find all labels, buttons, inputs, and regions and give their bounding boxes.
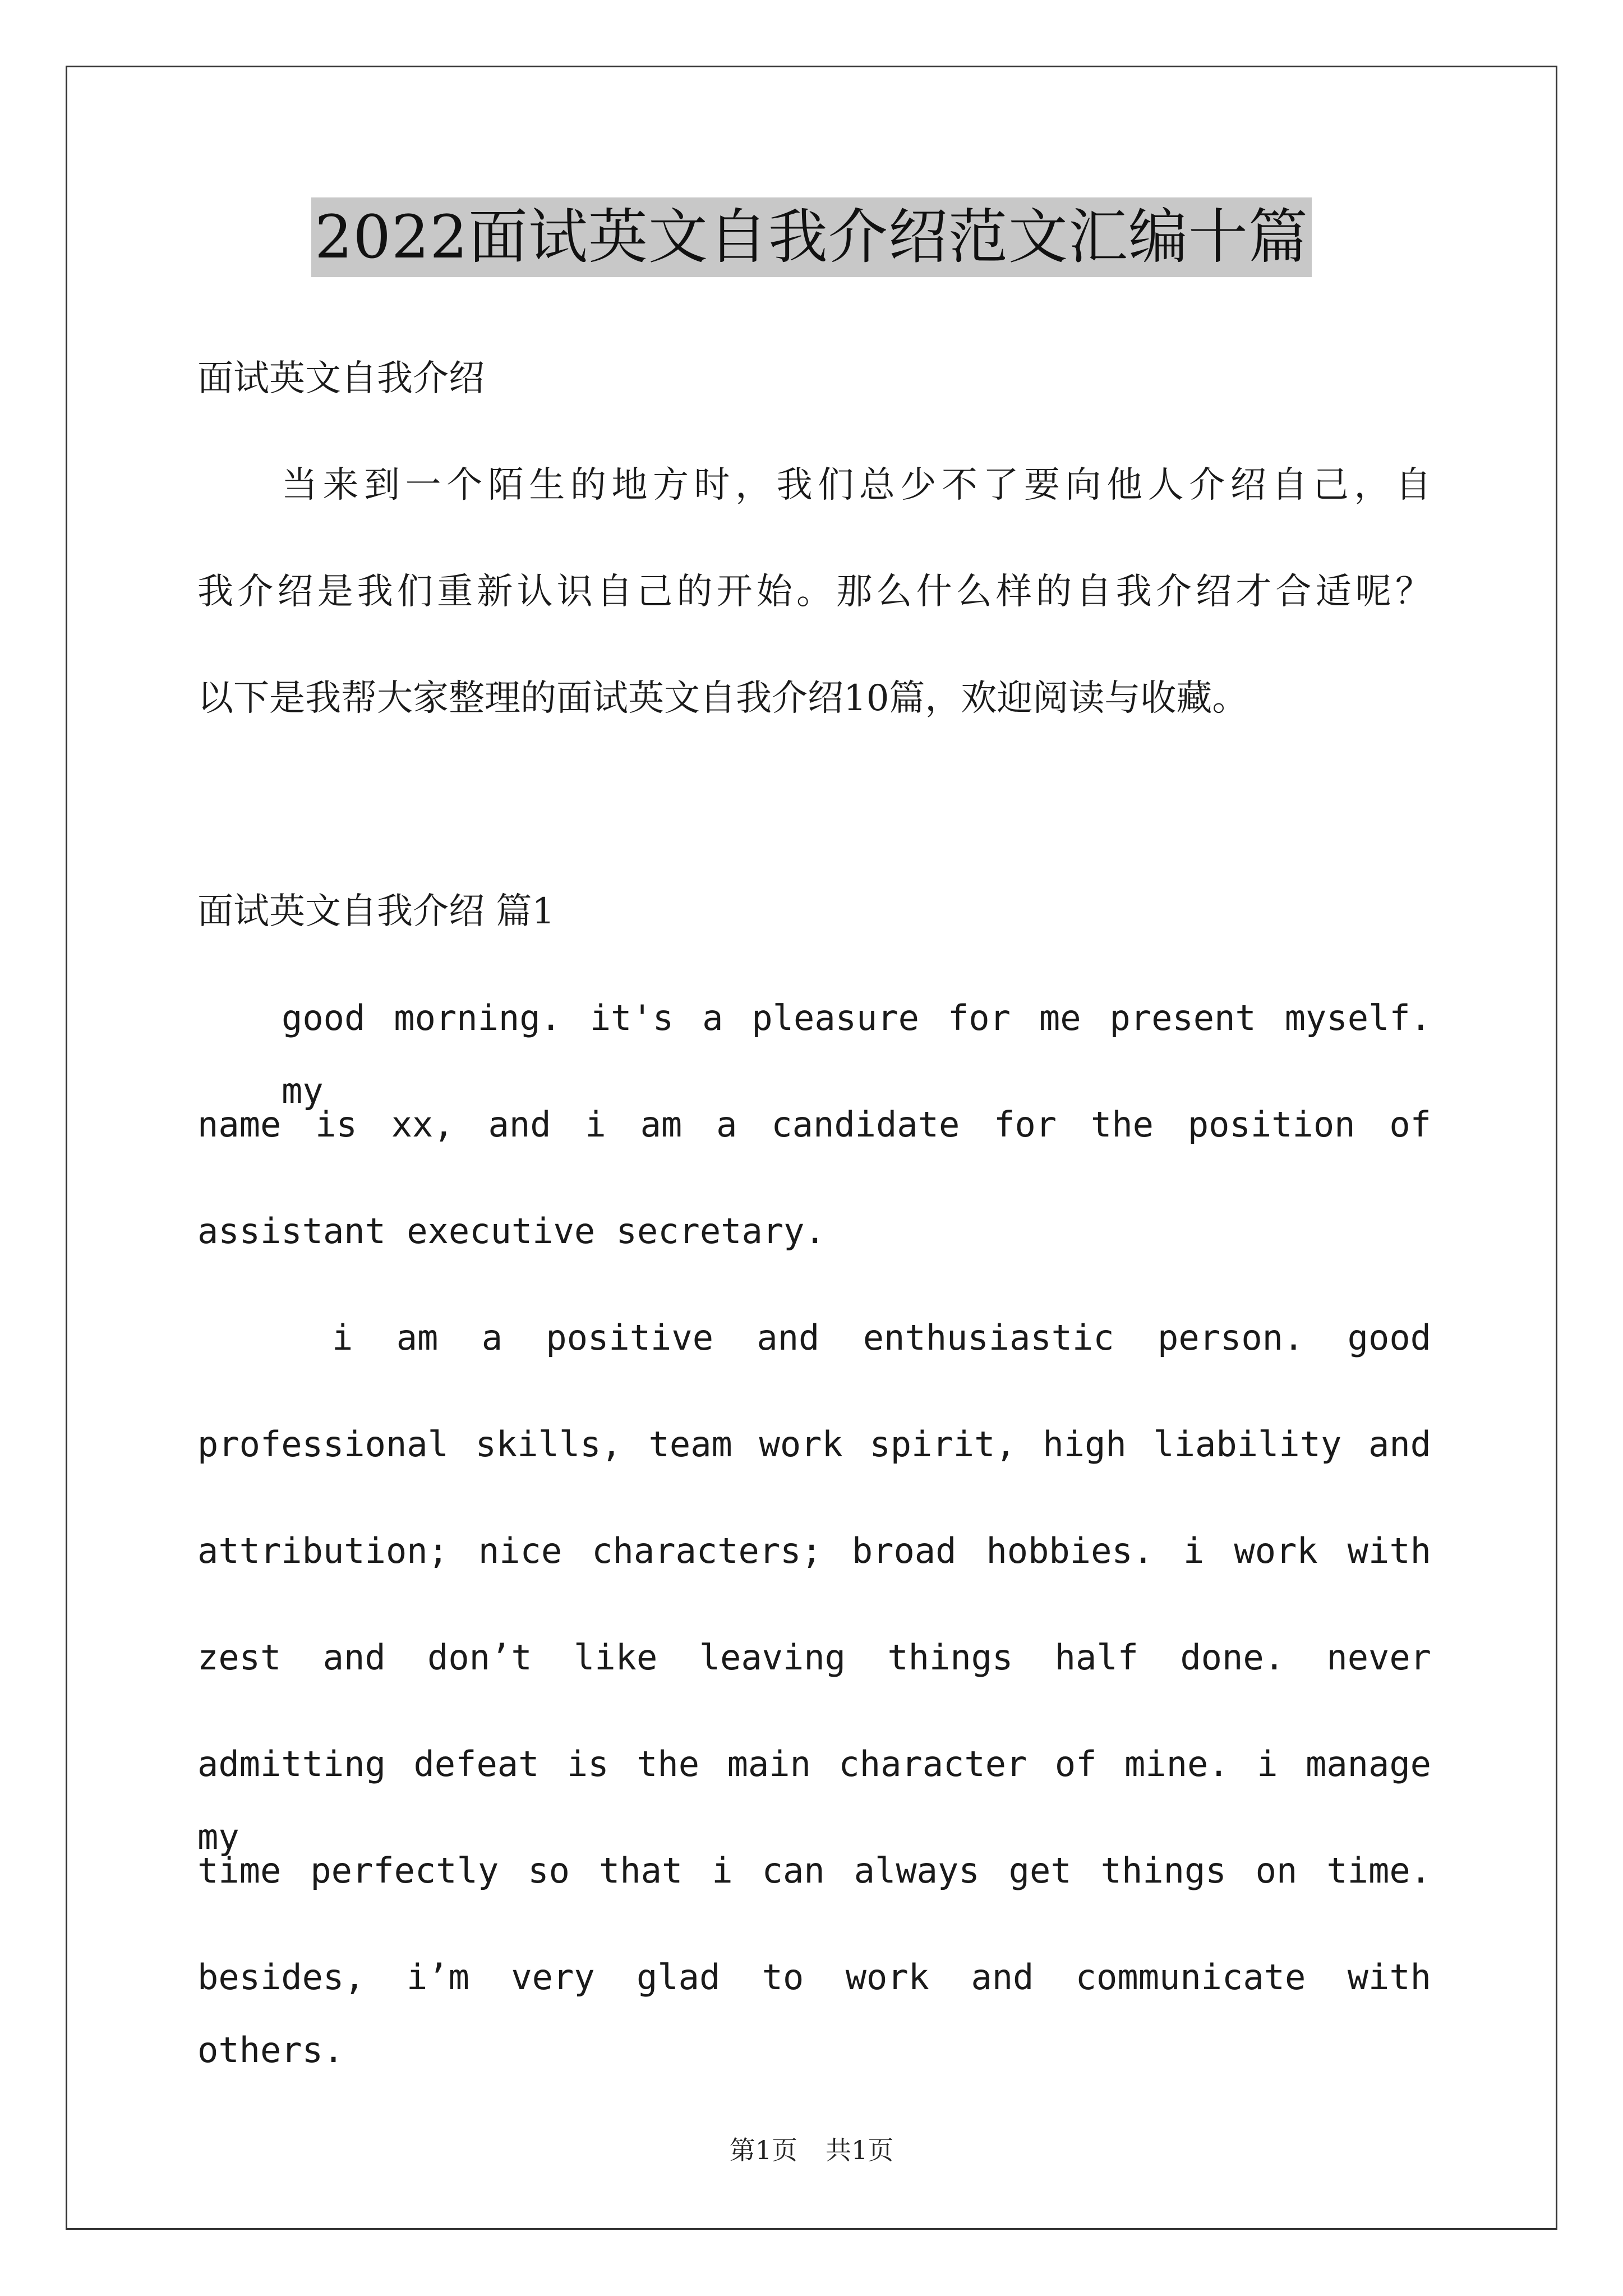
body-line: professional skills, team work spirit, high liability and (197, 1424, 1431, 1465)
intro-line: 当来到一个陌生的地方时，我们总少不了要向他人介绍自己，自 (282, 464, 1431, 506)
body-line: assistant executive secretary. (197, 1211, 826, 1251)
paragraph-gap (197, 769, 1431, 875)
body-line: zest and don’t like leaving things half done. never (197, 1637, 1431, 1678)
page-number: 第1页 (729, 2135, 797, 2165)
intro-line: 我介绍是我们重新认识自己的开始。那么什么样的自我介绍才合适呢？ (197, 571, 1431, 613)
body-line: besides, i’m very glad to work and communicate with others. (197, 1957, 1431, 2070)
body-line: i am a positive and enthusiastic person. good (332, 1317, 1431, 1358)
document-title: 2022面试英文自我介绍范文汇编十篇 (311, 197, 1312, 277)
section-heading: 面试英文自我介绍 (197, 358, 485, 399)
intro-line: 以下是我帮大家整理的面试英文自我介绍10篇，欢迎阅读与收藏。 (197, 678, 1248, 719)
body-line: attribution; nice characters; broad hobbies. i work with (197, 1530, 1431, 1571)
section-heading: 面试英文自我介绍 篇1 (197, 891, 555, 932)
document-body (197, 342, 1431, 2070)
body-line: time perfectly so that i can always get things on time. (197, 1850, 1431, 1891)
title-container (0, 197, 1623, 277)
body-line: good morning. it's a pleasure for me present myself. my (282, 997, 1431, 1111)
page-footer (0, 2130, 1623, 2167)
page-total: 共1页 (826, 2135, 894, 2165)
body-line: admitting defeat is the main character of mine. i manage my (197, 1743, 1431, 1857)
body-line: name is xx, and i am a candidate for the position of (197, 1104, 1431, 1145)
